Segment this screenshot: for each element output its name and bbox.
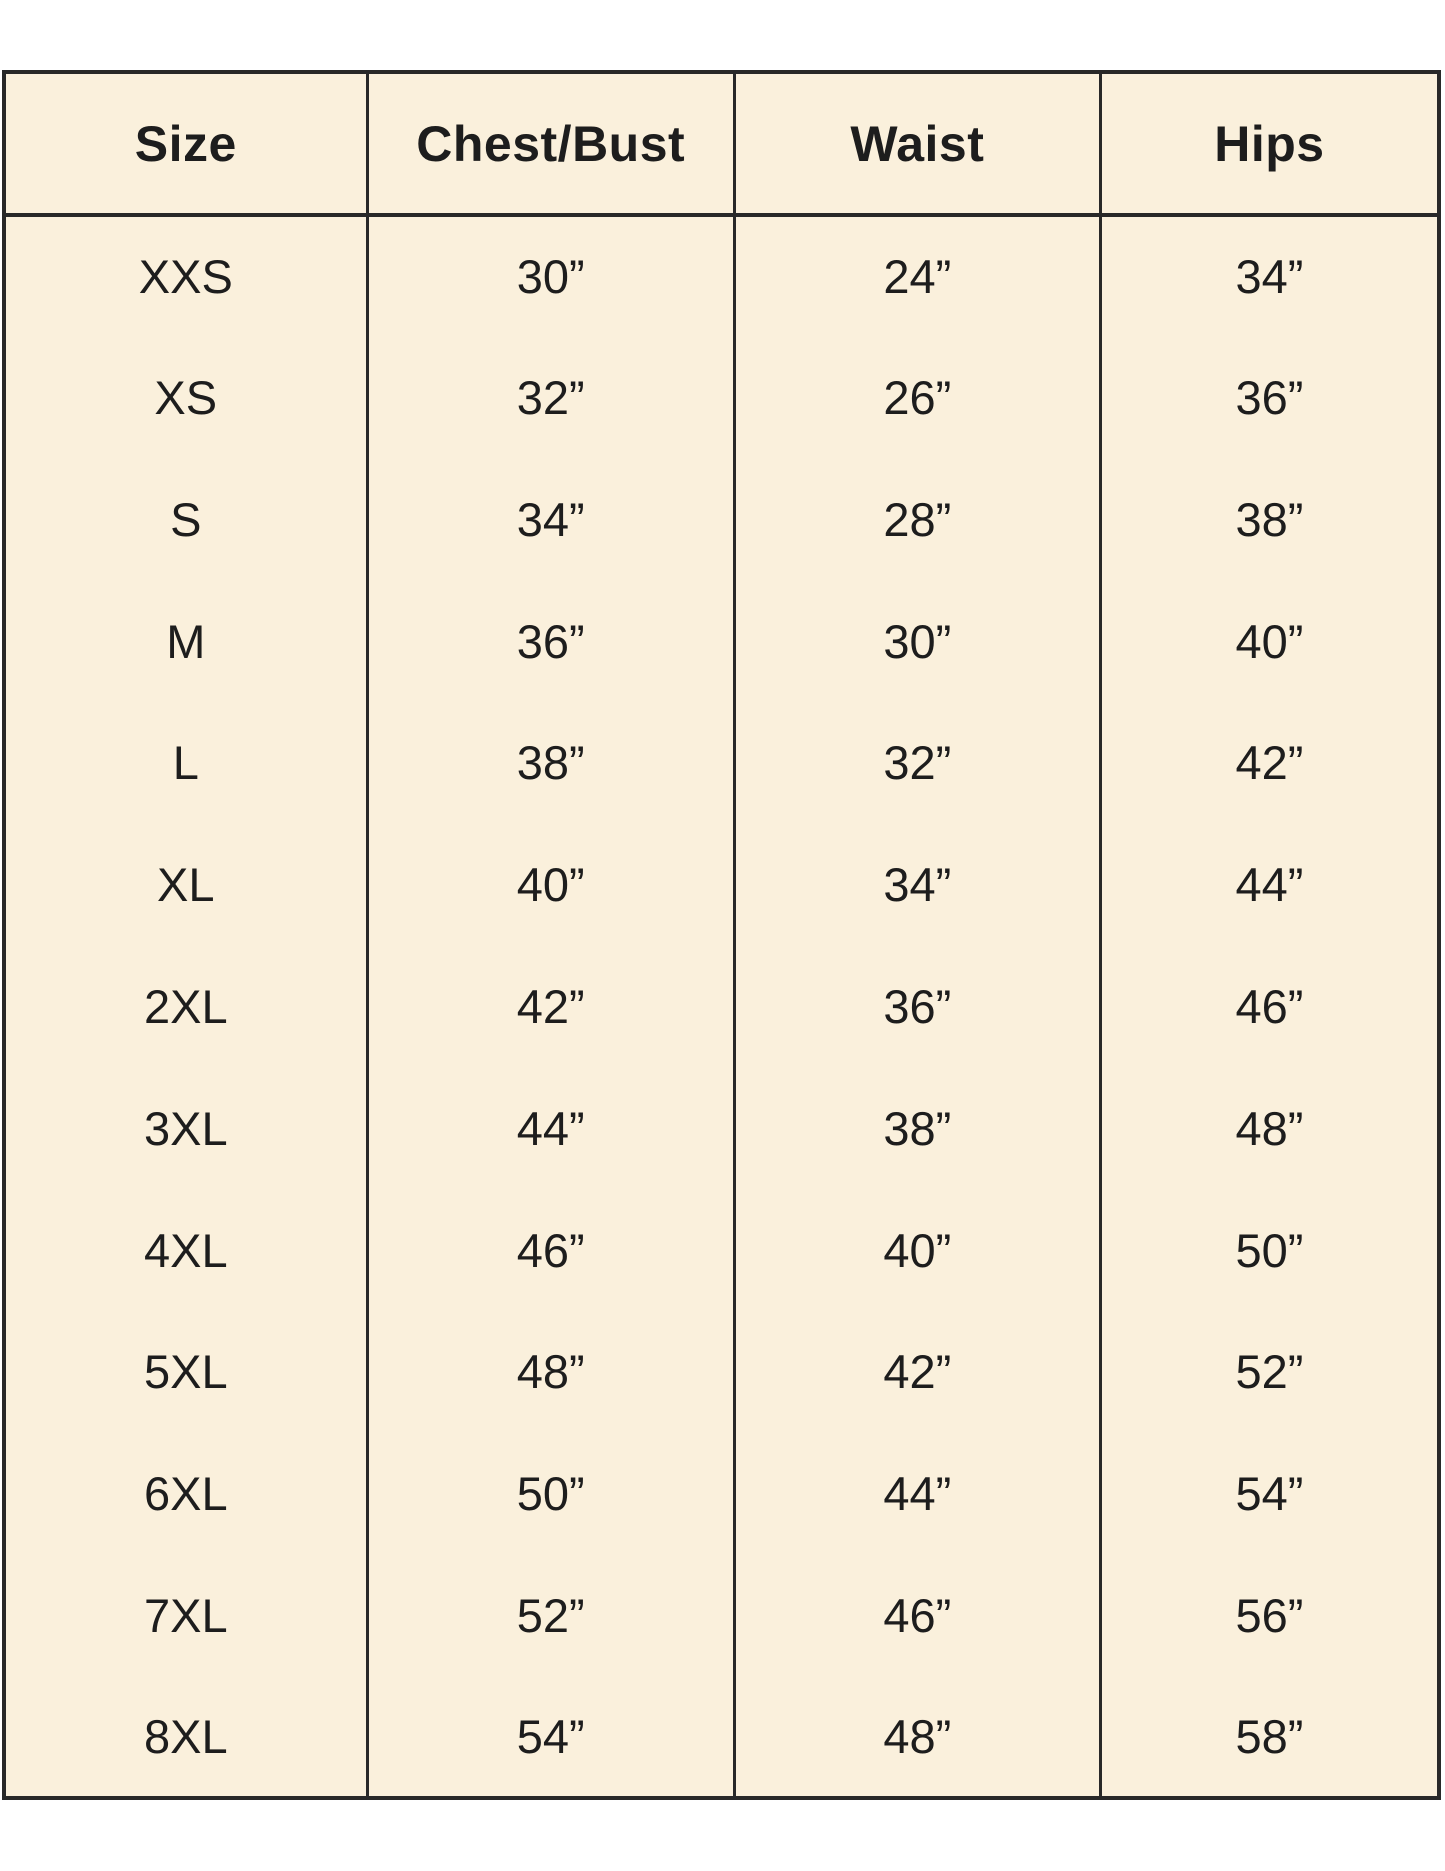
cell-size: XS [154,371,218,425]
cell-hips: 54” [1100,1433,1439,1555]
cell-waist: 44” [734,1433,1100,1555]
column-header-waist: Waist [734,72,1100,215]
cell-chest: 50” [367,1433,734,1555]
column-header-chest: Chest/Bust [367,72,734,215]
cell-chest: 44” [367,1067,734,1189]
cell-chest: 52” [367,1554,734,1676]
cell-size: 3XL [143,1101,228,1155]
cell-chest: 54” [367,1676,734,1798]
cell-chest: 38” [367,702,734,824]
cell-size: XL [157,858,215,912]
table-row [4,580,1439,702]
cell-hips: 44” [1100,824,1439,946]
cell-waist: 28” [734,459,1100,581]
cell-chest: 32” [367,337,734,459]
column-header-hips: Hips [1100,72,1439,215]
cell-chest: 30” [367,215,734,337]
cell-hips: 58” [1100,1676,1439,1798]
table-row [4,702,1439,824]
table-row [4,824,1439,946]
cell-hips: 40” [1100,580,1439,702]
column-header-size: Size [134,115,237,172]
cell-chest: 42” [367,946,734,1068]
cell-waist: 24” [734,215,1100,337]
table-row [4,215,1439,337]
cell-size: XXS [138,250,233,304]
table-row [4,1676,1439,1798]
cell-waist: 30” [734,580,1100,702]
table-row [4,1433,1439,1555]
cell-waist: 36” [734,946,1100,1068]
table-row [4,1189,1439,1311]
cell-chest: 40” [367,824,734,946]
cell-hips: 36” [1100,337,1439,459]
cell-waist: 38” [734,1067,1100,1189]
cell-waist: 42” [734,1311,1100,1433]
table-row [4,1554,1439,1676]
cell-hips: 56” [1100,1554,1439,1676]
cell-waist: 26” [734,337,1100,459]
size-chart-table [2,70,1441,1800]
cell-hips: 52” [1100,1311,1439,1433]
cell-chest: 48” [367,1311,734,1433]
cell-size: 6XL [143,1467,228,1521]
cell-waist: 34” [734,824,1100,946]
cell-size: M [166,614,206,668]
cell-hips: 38” [1100,459,1439,581]
cell-hips: 48” [1100,1067,1439,1189]
cell-size: L [172,736,199,790]
cell-hips: 50” [1100,1189,1439,1311]
cell-hips: 34” [1100,215,1439,337]
cell-chest: 46” [367,1189,734,1311]
cell-waist: 48” [734,1676,1100,1798]
table-row [4,459,1439,581]
cell-chest: 34” [367,459,734,581]
table-row [4,1067,1439,1189]
cell-size: 7XL [143,1588,228,1642]
cell-waist: 46” [734,1554,1100,1676]
cell-hips: 42” [1100,702,1439,824]
header-row [4,72,1439,215]
cell-size: 4XL [143,1223,228,1277]
cell-size: 2XL [143,979,228,1033]
cell-size: 8XL [143,1709,228,1763]
table-row [4,337,1439,459]
cell-size: S [170,492,202,546]
table-row [4,1311,1439,1433]
cell-waist: 32” [734,702,1100,824]
cell-chest: 36” [367,580,734,702]
cell-size: 5XL [143,1345,228,1399]
cell-hips: 46” [1100,946,1439,1068]
table-row [4,946,1439,1068]
cell-waist: 40” [734,1189,1100,1311]
